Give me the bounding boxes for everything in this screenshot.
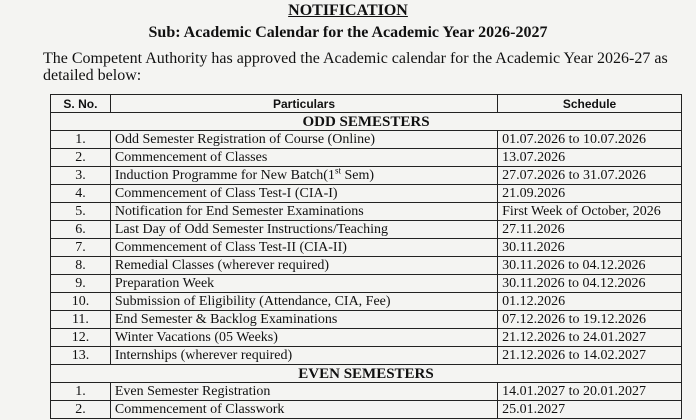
particular-cell: Induction Programme for New Batch(1st Sem) (110, 167, 497, 185)
schedule-cell: 21.09.2026 (498, 185, 682, 203)
table-row (51, 221, 682, 239)
header-particulars: Particulars (110, 95, 497, 113)
header-schedule: Schedule (498, 95, 682, 113)
particular-cell: Odd Semester Registration of Course (Online) (110, 131, 497, 149)
sno-cell: 3. (51, 167, 111, 185)
particular-cell: Internships (wherever required) (110, 347, 497, 365)
academic-calendar-table (50, 94, 682, 419)
particular-cell: Last Day of Odd Semester Instructions/Teaching (110, 221, 497, 239)
notification-title: NOTIFICATION (288, 2, 408, 19)
table-row (51, 185, 682, 203)
subject-line: Sub: Academic Calendar for the Academic Year 2026-2027 (148, 24, 548, 41)
sno-cell: 8. (51, 257, 111, 275)
sno-cell: 6. (51, 221, 111, 239)
table-row (51, 383, 682, 401)
particular-cell: Preparation Week (110, 275, 497, 293)
header-sno: S. No. (51, 95, 111, 113)
schedule-cell: 30.11.2026 to 04.12.2026 (498, 257, 682, 275)
sno-cell: 4. (51, 185, 111, 203)
schedule-cell: 14.01.2027 to 20.01.2027 (498, 383, 682, 401)
section-row (51, 113, 682, 131)
table-row (51, 293, 682, 311)
schedule-cell: 07.12.2026 to 19.12.2026 (498, 311, 682, 329)
particular-cell: Commencement of Classwork (110, 401, 497, 419)
table-row (51, 149, 682, 167)
table-body (51, 113, 682, 419)
table-row (51, 257, 682, 275)
schedule-cell: 30.11.2026 (498, 239, 682, 257)
sno-cell: 2. (51, 401, 111, 419)
sno-cell: 13. (51, 347, 111, 365)
schedule-cell: 13.07.2026 (498, 149, 682, 167)
intro-paragraph: The Competent Authority has approved the Academic calendar for the Academic Year 2026-27 as detailed below: (43, 50, 668, 84)
schedule-cell: 25.01.2027 (498, 401, 682, 419)
table-row (51, 329, 682, 347)
particular-cell: Winter Vacations (05 Weeks) (110, 329, 497, 347)
sno-cell: 1. (51, 131, 111, 149)
section-row (51, 365, 682, 383)
table-row (51, 311, 682, 329)
particular-cell: Even Semester Registration (110, 383, 497, 401)
schedule-cell: 27.07.2026 to 31.07.2026 (498, 167, 682, 185)
sno-cell: 10. (51, 293, 111, 311)
schedule-cell: 01.12.2026 (498, 293, 682, 311)
schedule-cell: 30.11.2026 to 04.12.2026 (498, 275, 682, 293)
schedule-cell: 21.12.2026 to 14.02.2027 (498, 347, 682, 365)
sno-cell: 5. (51, 203, 111, 221)
sno-cell: 1. (51, 383, 111, 401)
schedule-cell: 01.07.2026 to 10.07.2026 (498, 131, 682, 149)
table-row (51, 347, 682, 365)
sno-cell: 12. (51, 329, 111, 347)
schedule-cell: 27.11.2026 (498, 221, 682, 239)
sno-cell: 2. (51, 149, 111, 167)
particular-cell: Commencement of Class Test-II (CIA-II) (110, 239, 497, 257)
particular-cell: End Semester & Backlog Examinations (110, 311, 497, 329)
particular-cell: Submission of Eligibility (Attendance, CIA, Fee) (110, 293, 497, 311)
table-row (51, 239, 682, 257)
schedule-cell: 21.12.2026 to 24.01.2027 (498, 329, 682, 347)
sno-cell: 11. (51, 311, 111, 329)
section-title: ODD SEMESTERS (51, 113, 682, 131)
table-row (51, 131, 682, 149)
particular-cell: Commencement of Class Test-I (CIA-I) (110, 185, 497, 203)
table-row (51, 203, 682, 221)
particular-cell: Remedial Classes (wherever required) (110, 257, 497, 275)
table-row (51, 167, 682, 185)
particular-cell: Commencement of Classes (110, 149, 497, 167)
particular-cell: Notification for End Semester Examinations (110, 203, 497, 221)
sno-cell: 7. (51, 239, 111, 257)
sno-cell: 9. (51, 275, 111, 293)
section-title: EVEN SEMESTERS (51, 365, 682, 383)
table-row (51, 275, 682, 293)
table-row (51, 401, 682, 419)
schedule-cell: First Week of October, 2026 (498, 203, 682, 221)
table-header-row (51, 95, 682, 113)
